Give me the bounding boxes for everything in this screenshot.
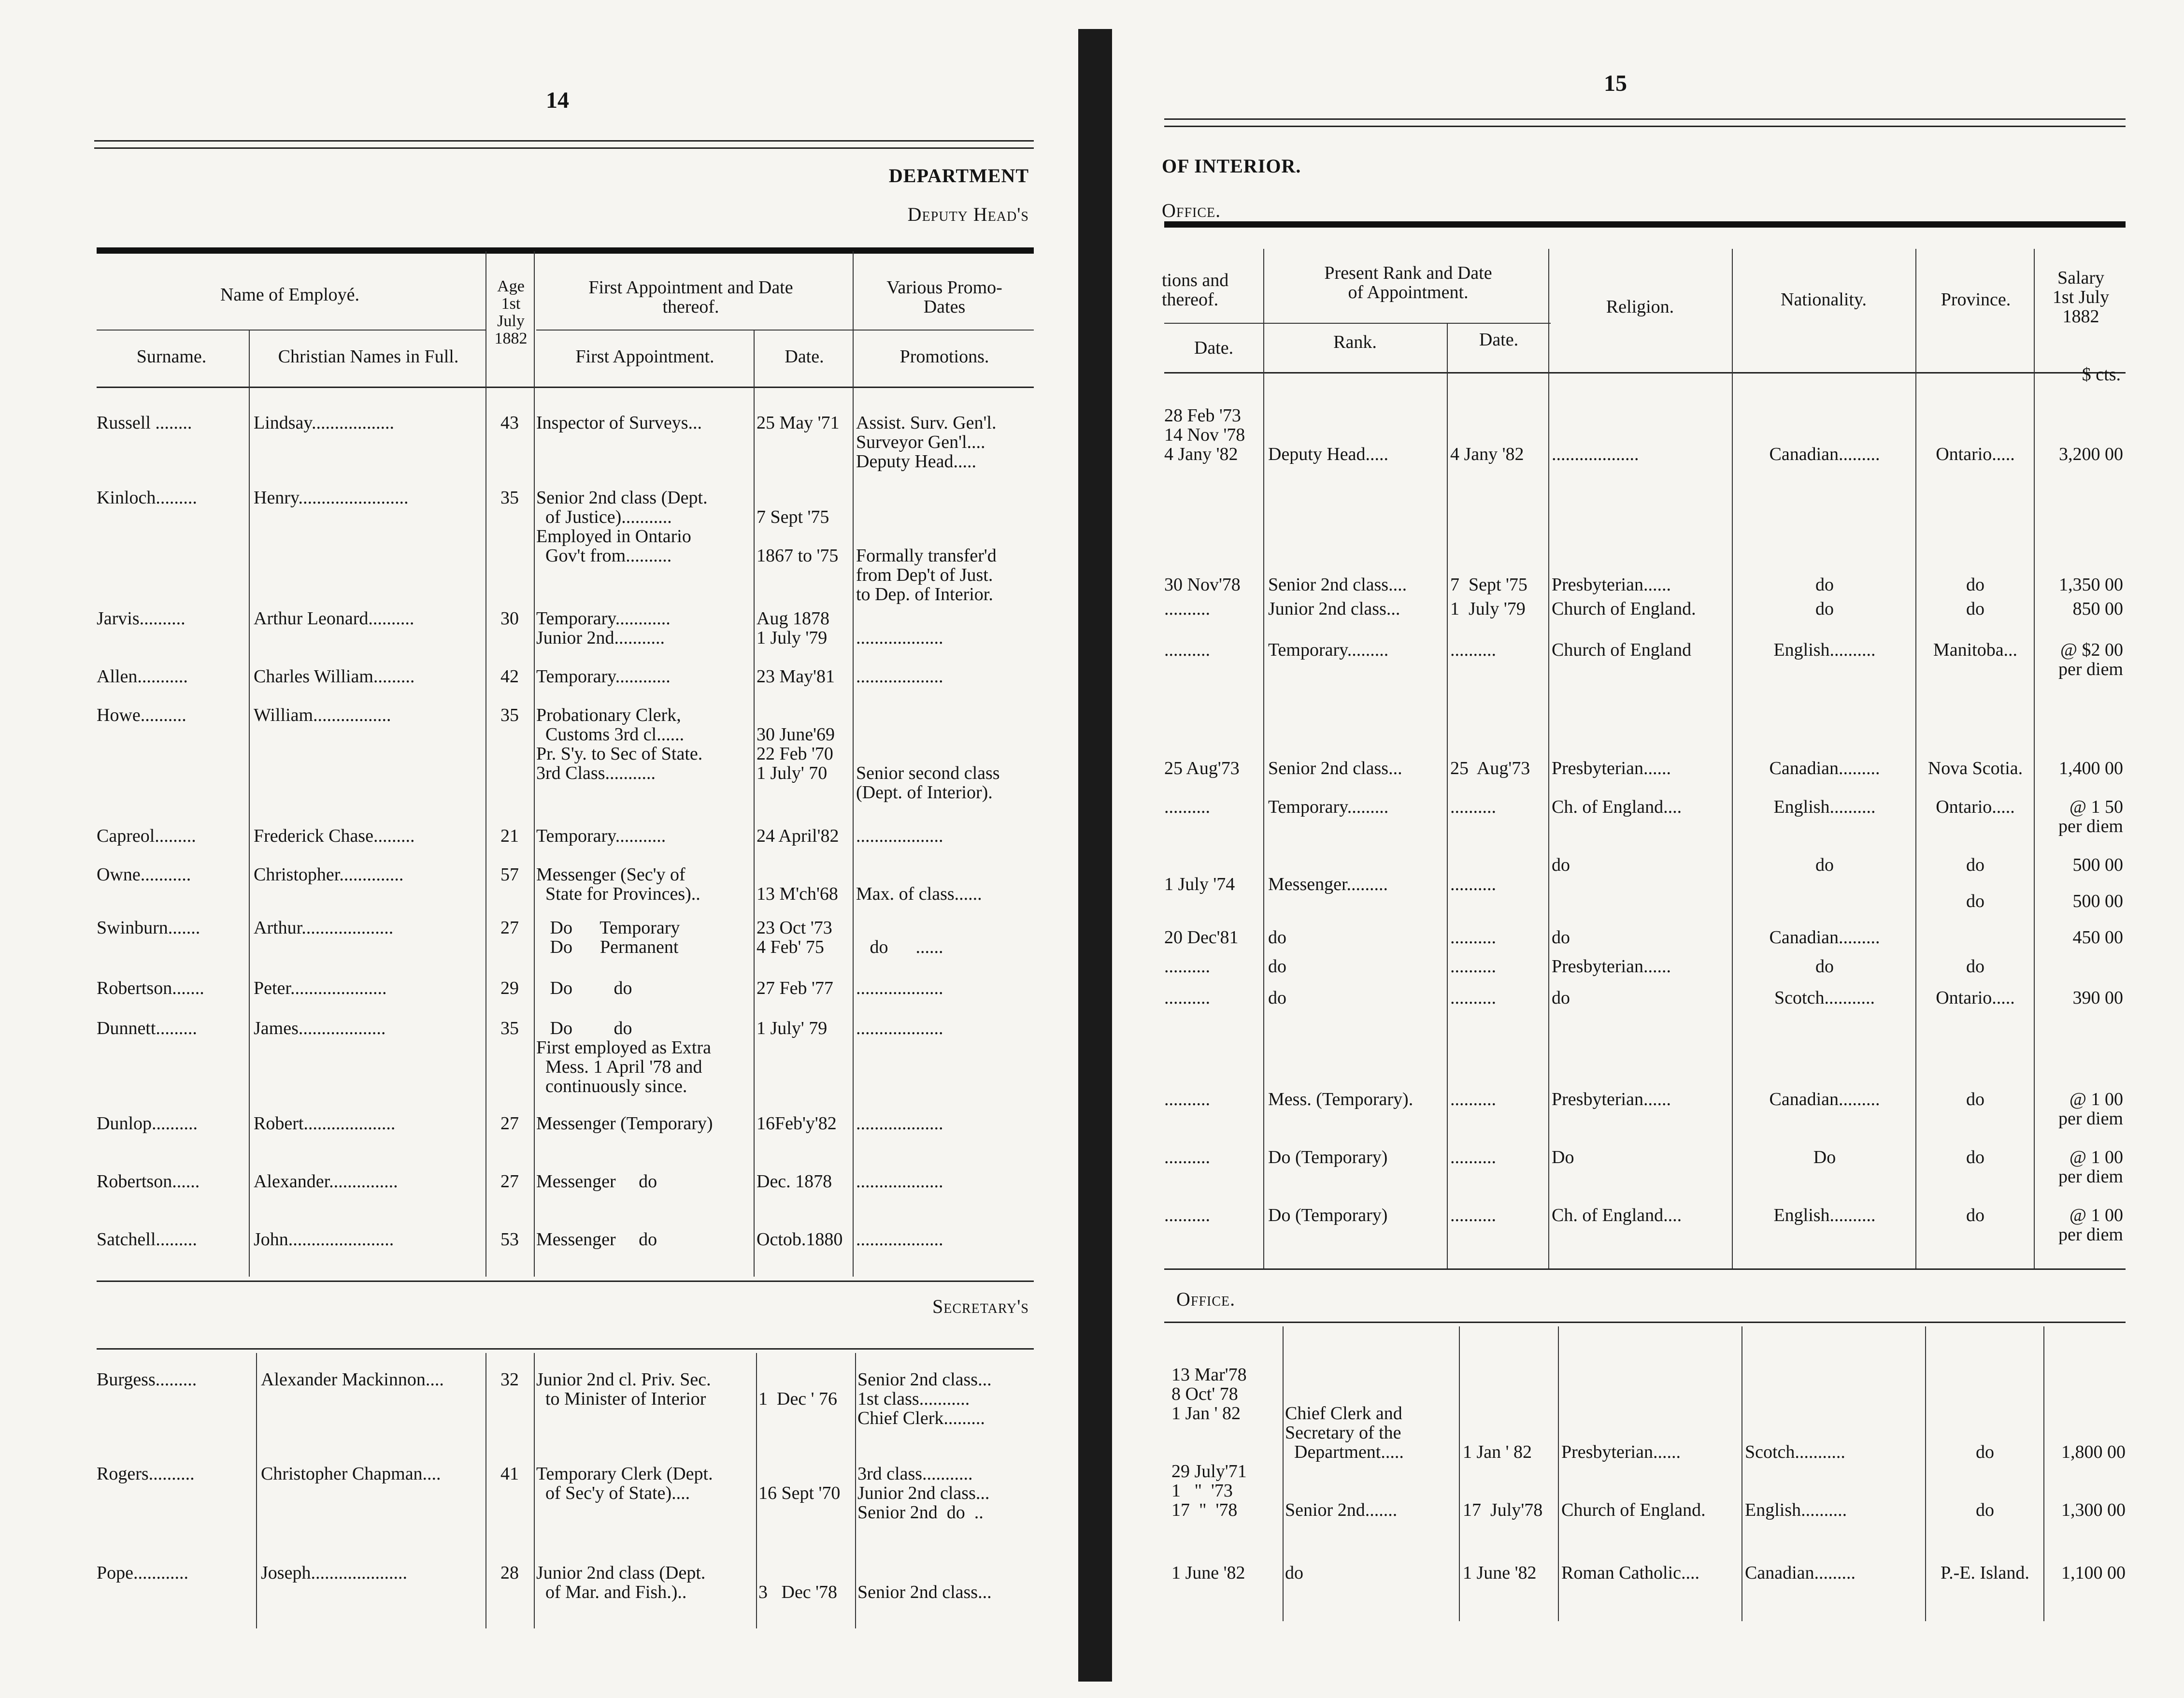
header-age: Age 1st July 1882 xyxy=(494,277,528,347)
cell-age: 29 xyxy=(500,979,519,998)
cell-province: Ontario..... xyxy=(1936,797,2015,817)
cell-province: do xyxy=(1966,1090,1984,1109)
left-page xyxy=(0,0,1068,1698)
col-line xyxy=(756,1353,757,1628)
col-line xyxy=(1447,323,1448,1268)
cell-date: 25 May '71 xyxy=(757,413,840,432)
cell-promotion-date: 29 July'71 1 " '73 17 " '78 xyxy=(1171,1462,1247,1520)
cell-religion: do xyxy=(1552,928,1570,947)
col-line xyxy=(534,251,535,1277)
cell-promotions: Senior 2nd class... 1st class........... Chief Clerk......... xyxy=(857,1370,992,1428)
cell-religion: Ch. of England.... xyxy=(1552,1206,1682,1225)
cell-age: 35 xyxy=(500,705,519,725)
cell-rank: do xyxy=(1268,988,1286,1007)
cell-promotions: Formally transfer'd from Dep't of Just. to Dep. of Interior. xyxy=(856,546,997,604)
cell-province: do xyxy=(1976,1500,1994,1520)
cell-date: 16Feb'y'82 xyxy=(757,1114,837,1133)
cell-salary: 450 00 xyxy=(2072,928,2123,947)
cell-promotions: ................... xyxy=(856,1114,943,1133)
cell-first-appointment: Senior 2nd class (Dept. of Justice)........... Employed in Ontario Gov't from.......... xyxy=(536,488,708,565)
cell-rank-date: 7 Sept '75 xyxy=(1450,575,1527,594)
cell-date: Dec. 1878 xyxy=(757,1172,832,1191)
cell-first-appointment: Messenger (Temporary) xyxy=(536,1114,713,1133)
cell-christian-names: Frederick Chase......... xyxy=(254,826,415,846)
cell-salary: @ 1 00 per diem xyxy=(2058,1148,2123,1186)
col-line xyxy=(249,330,250,1277)
cell-rank: Temporary......... xyxy=(1268,640,1389,660)
cell-salary: @ $2 00 per diem xyxy=(2058,640,2123,679)
cell-christian-names: William................. xyxy=(254,705,391,725)
col-line xyxy=(1732,249,1733,1268)
cell-christian-names: Charles William......... xyxy=(254,667,415,686)
cell-rank-date: .......... xyxy=(1450,988,1496,1007)
cell-rank: Senior 2nd class... xyxy=(1268,759,1402,778)
department-heading-cont: OF INTERIOR. xyxy=(1162,155,1301,177)
cell-promotion-date: 30 Nov'78 xyxy=(1164,575,1241,594)
cell-rank: do xyxy=(1285,1563,1303,1583)
cell-surname: Howe.......... xyxy=(97,705,186,725)
col-line xyxy=(1548,249,1549,1268)
header-date: Date. xyxy=(785,346,824,367)
cell-surname: Jarvis.......... xyxy=(97,609,186,628)
cell-salary: 390 00 xyxy=(2072,988,2123,1007)
cell-promotions: Senior 2nd class... xyxy=(857,1582,992,1602)
cell-nationality: do xyxy=(1815,575,1834,594)
cell-religion: Ch. of England.... xyxy=(1552,797,1682,817)
right-page xyxy=(1116,0,2184,1698)
cell-first-appointment: Probationary Clerk, Customs 3rd cl...... Pr. S'y. to Sec of State. 3rd Class........... xyxy=(536,705,703,783)
cell-promotions: ................... xyxy=(856,979,943,998)
header-sub-rule-1 xyxy=(97,330,485,331)
header-sub-rule-2 xyxy=(536,330,1034,331)
cell-rank-date: 4 Jany '82 xyxy=(1450,444,1524,464)
cell-surname: Capreol......... xyxy=(97,826,196,846)
cell-province: Ontario..... xyxy=(1936,444,2015,464)
cell-religion: Presbyterian...... xyxy=(1552,575,1671,594)
cell-religion: Do xyxy=(1552,1148,1574,1167)
cell-christian-names: James................... xyxy=(254,1019,386,1038)
col-line xyxy=(2043,1326,2044,1621)
cell-salary: 850 00 xyxy=(2072,599,2123,619)
cell-date: 24 April'82 xyxy=(757,826,839,846)
cell-promotion-date: .......... xyxy=(1164,957,1210,976)
cell-province: do xyxy=(1966,1206,1984,1225)
header-bottom-rule xyxy=(97,387,1034,388)
col-line xyxy=(485,251,486,1277)
header-promo-date: Date. xyxy=(1194,338,1234,358)
cell-first-appointment: Temporary Clerk (Dept. of Sec'y of State).... xyxy=(536,1464,713,1503)
cell-surname: Dunnett......... xyxy=(97,1019,197,1038)
top-double-rule xyxy=(1164,118,2126,127)
cell-promotions: ................... xyxy=(856,667,943,686)
cell-nationality: do xyxy=(1815,957,1834,976)
cell-promotion-date: .......... xyxy=(1164,988,1210,1007)
cell-salary: 1,800 00 xyxy=(2061,1442,2126,1462)
cell-first-appointment: Messenger (Sec'y of State for Provinces).. xyxy=(536,865,700,904)
cell-age: 41 xyxy=(500,1464,519,1483)
cell-surname: Allen........... xyxy=(97,667,188,686)
section-rule xyxy=(1164,1268,2126,1270)
cell-province: do xyxy=(1966,599,1984,619)
cell-promotions: Max. of class...... xyxy=(856,884,982,904)
cell-promotions: Assist. Surv. Gen'l. Surveyor Gen'l.... Deputy Head..... xyxy=(856,413,997,471)
cell-date: 13 M'ch'68 xyxy=(757,884,838,904)
cell-age: 28 xyxy=(500,1563,519,1583)
cell-salary: 1,100 00 xyxy=(2061,1563,2126,1583)
cell-christian-names: Lindsay.................. xyxy=(254,413,394,432)
cell-first-appointment: Junior 2nd class (Dept. of Mar. and Fish.).. xyxy=(536,1563,706,1602)
cell-promotions: ................... xyxy=(856,1230,943,1249)
cell-age: 35 xyxy=(500,488,519,507)
cell-date: 1 Dec ' 76 xyxy=(758,1389,838,1409)
cell-christian-names: Henry........................ xyxy=(254,488,409,507)
cell-first-appointment: Junior 2nd cl. Priv. Sec. to Minister of Interior xyxy=(536,1370,711,1409)
cell-surname: Robertson...... xyxy=(97,1172,200,1191)
header-christian: Christian Names in Full. xyxy=(278,346,459,367)
top-double-rule xyxy=(94,140,1034,149)
cell-religion: Church of England. xyxy=(1552,599,1696,619)
cell-salary: 3,200 00 xyxy=(2059,444,2123,464)
cell-nationality: Do xyxy=(1813,1148,1836,1167)
col-line xyxy=(1263,249,1264,1268)
cell-promotion-date: .......... xyxy=(1164,1090,1210,1109)
cell-province: P.-E. Island. xyxy=(1941,1563,2029,1583)
cell-rank-date: .......... xyxy=(1450,797,1496,817)
cell-rank: Mess. (Temporary). xyxy=(1268,1090,1413,1109)
cell-promotion-date: 1 July '74 xyxy=(1164,874,1235,894)
cell-date: 16 Sept '70 xyxy=(758,1483,841,1503)
header-religion: Religion. xyxy=(1606,297,1674,317)
header-surname: Surname. xyxy=(136,346,207,367)
cell-date: 3 Dec '78 xyxy=(758,1582,838,1602)
cell-promotions: ................... xyxy=(856,1019,943,1038)
cell-rank-date: 17 July'78 xyxy=(1463,1500,1543,1520)
header-rank: Rank. xyxy=(1333,332,1377,352)
cell-first-appointment: Messenger do xyxy=(536,1172,657,1191)
header-rank-date: Date. xyxy=(1479,330,1519,350)
cell-nationality: Canadian......... xyxy=(1769,759,1880,778)
header-first-appointment: First Appointment. xyxy=(575,346,714,367)
cell-surname: Owne........... xyxy=(97,865,191,884)
cell-age: 32 xyxy=(500,1370,519,1389)
cell-age: 27 xyxy=(500,1172,519,1191)
cell-rank-date: .......... xyxy=(1450,1206,1496,1225)
cell-religion: Church of England xyxy=(1552,640,1692,660)
cell-promotion-date: .......... xyxy=(1164,599,1210,619)
cell-rank-date: .......... xyxy=(1450,957,1496,976)
header-present-group: Present Rank and Date of Appointment. xyxy=(1324,263,1492,302)
cell-nationality: English.......... xyxy=(1773,797,1876,817)
cell-date: 30 June'69 22 Feb '70 1 July' 70 xyxy=(757,724,835,783)
cell-rank-date: .......... xyxy=(1450,1090,1496,1109)
col-line xyxy=(1915,249,1916,1268)
col-line xyxy=(754,330,755,1277)
cell-rank-date: .......... xyxy=(1450,640,1496,660)
cell-rank-date: 1 Jan ' 82 xyxy=(1463,1442,1532,1462)
department-heading: DEPARTMENT xyxy=(888,165,1029,187)
cell-surname: Rogers.......... xyxy=(97,1464,195,1483)
cell-age: 43 xyxy=(500,413,519,432)
cell-first-appointment: Inspector of Surveys... xyxy=(536,413,702,432)
page-number: 15 xyxy=(1604,71,1627,96)
cell-christian-names: Christopher Chapman.... xyxy=(261,1464,441,1483)
cell-nationality: English.......... xyxy=(1773,640,1876,660)
cell-age: 57 xyxy=(500,865,519,884)
table-top-rule xyxy=(97,247,1034,254)
header-name-group: Name of Employé. xyxy=(220,285,360,305)
col-line xyxy=(1558,1326,1559,1621)
cell-date: Aug 1878 1 July '79 xyxy=(757,609,829,648)
cell-province: Ontario..... xyxy=(1936,988,2015,1007)
office-heading: Deputy Head's xyxy=(907,203,1029,225)
cell-rank: Senior 2nd....... xyxy=(1285,1500,1398,1520)
cell-christian-names: Arthur Leonard.......... xyxy=(254,609,414,628)
cell-promotion-date: 1 June '82 xyxy=(1171,1563,1245,1583)
page-number: 14 xyxy=(546,87,569,113)
cell-surname: Russell ........ xyxy=(97,413,192,432)
cell-religion: Presbyterian...... xyxy=(1552,759,1671,778)
cell-promotion-date: 13 Mar'78 8 Oct' 78 1 Jan ' 82 xyxy=(1171,1365,1247,1423)
cell-nationality: Canadian......... xyxy=(1769,1090,1880,1109)
cell-promotion-date: .......... xyxy=(1164,1148,1210,1167)
cell-first-appointment: Do do xyxy=(536,979,632,998)
cell-nationality: do xyxy=(1815,855,1834,875)
cell-age: 30 xyxy=(500,609,519,628)
cell-nationality: do xyxy=(1815,599,1834,619)
cell-promotions: ................... xyxy=(856,826,943,846)
cell-surname: Pope............ xyxy=(97,1563,188,1583)
cell-rank: Do (Temporary) xyxy=(1268,1148,1388,1167)
cell-rank: Junior 2nd class... xyxy=(1268,599,1400,619)
cell-religion: ................... xyxy=(1552,444,1639,464)
cell-religion: Roman Catholic.... xyxy=(1561,1563,1700,1583)
cell-religion: Church of England. xyxy=(1561,1500,1706,1520)
cell-date: 7 Sept '75 1867 to '75 xyxy=(757,507,839,565)
cell-rank: Do (Temporary) xyxy=(1268,1206,1388,1225)
cell-promotions: do ...... xyxy=(870,937,943,957)
cell-salary: 500 00 xyxy=(2072,855,2123,875)
cell-date: 1 July' 79 xyxy=(757,1019,828,1038)
cell-christian-names: Joseph..................... xyxy=(261,1563,407,1583)
secretary-top-rule xyxy=(97,1348,1034,1350)
cell-religion: Presbyterian...... xyxy=(1552,1090,1671,1109)
cell-rank-date: .......... xyxy=(1450,874,1496,894)
cell-rank-date: 1 July '79 xyxy=(1450,599,1526,619)
header-promo-group: Various Promo- Dates xyxy=(886,277,1002,317)
cell-date: Octob.1880 xyxy=(757,1230,843,1249)
cell-christian-names: Arthur.................... xyxy=(254,918,394,937)
cell-province: do xyxy=(1966,892,1984,911)
cell-rank: do xyxy=(1268,957,1286,976)
cell-promotions: 3rd class........... Junior 2nd class... Senior 2nd do .. xyxy=(857,1464,990,1522)
cell-rank-date: .......... xyxy=(1450,928,1496,947)
cell-rank: Messenger......... xyxy=(1268,874,1388,894)
cell-christian-names: Alexander Mackinnon.... xyxy=(261,1370,444,1389)
cell-promotion-date: .......... xyxy=(1164,1206,1210,1225)
cell-religion: Presbyterian...... xyxy=(1552,957,1671,976)
cell-rank: Temporary......... xyxy=(1268,797,1389,817)
header-bottom-rule xyxy=(1164,372,2126,374)
cell-age: 35 xyxy=(500,1019,519,1038)
cell-first-appointment: Temporary........... xyxy=(536,826,666,846)
header-nationality: Nationality. xyxy=(1781,289,1867,310)
cell-province: do xyxy=(1966,575,1984,594)
cell-religion: Presbyterian...... xyxy=(1561,1442,1681,1462)
cell-nationality: Scotch........... xyxy=(1774,988,1875,1007)
cell-province: do xyxy=(1976,1442,1994,1462)
col-line xyxy=(485,1353,486,1628)
cell-rank: Senior 2nd class.... xyxy=(1268,575,1407,594)
office-heading-2: Office. xyxy=(1176,1288,1236,1310)
section-rule xyxy=(97,1281,1034,1282)
cell-salary: 1,400 00 xyxy=(2059,759,2123,778)
cell-surname: Kinloch......... xyxy=(97,488,197,507)
cell-christian-names: Alexander............... xyxy=(254,1172,398,1191)
cell-promotion-date: 25 Aug'73 xyxy=(1164,759,1240,778)
cell-age: 42 xyxy=(500,667,519,686)
col-line xyxy=(1925,1326,1926,1621)
cents-label: $ cts. xyxy=(2082,365,2121,384)
cell-religion: do xyxy=(1552,988,1570,1007)
cell-province: do xyxy=(1966,957,1984,976)
cell-salary: @ 1 00 per diem xyxy=(2058,1206,2123,1244)
cell-christian-names: Christopher.............. xyxy=(254,865,404,884)
secretary-top-rule xyxy=(1164,1322,2126,1323)
cell-surname: Satchell......... xyxy=(97,1230,197,1249)
cell-nationality: Scotch........... xyxy=(1745,1442,1845,1462)
cell-surname: Robertson....... xyxy=(97,979,204,998)
cell-first-appointment: Do Temporary Do Permanent xyxy=(550,918,680,957)
cell-first-appointment: Temporary............ xyxy=(536,667,671,686)
cell-salary: 1,350 00 xyxy=(2059,575,2123,594)
cell-province: Nova Scotia. xyxy=(1927,759,2023,778)
cell-age: 53 xyxy=(500,1230,519,1249)
cell-promotion-date: 20 Dec'81 xyxy=(1164,928,1239,947)
col-line xyxy=(1459,1326,1460,1621)
cell-surname: Dunlop.......... xyxy=(97,1114,198,1133)
cell-religion: do xyxy=(1552,855,1570,875)
cell-rank-date: 25 Aug'73 xyxy=(1450,759,1530,778)
cell-christian-names: John....................... xyxy=(254,1230,394,1249)
col-line xyxy=(2034,249,2035,1268)
cell-salary: 500 00 xyxy=(2072,892,2123,911)
header-salary: Salary 1st July 1882 xyxy=(2052,268,2110,327)
cell-nationality: Canadian......... xyxy=(1745,1563,1856,1583)
cell-christian-names: Peter..................... xyxy=(254,979,387,998)
cell-rank-date: 1 June '82 xyxy=(1463,1563,1537,1583)
cell-christian-names: Robert.................... xyxy=(254,1114,396,1133)
cell-surname: Burgess......... xyxy=(97,1370,197,1389)
cell-promotions: Senior second class (Dept. of Interior). xyxy=(856,763,1000,802)
cell-province: do xyxy=(1966,855,1984,875)
header-first-group: First Appointment and Date thereof. xyxy=(588,277,793,317)
cell-date: 23 May'81 xyxy=(757,667,835,686)
col-line xyxy=(855,1353,856,1628)
cell-nationality: Canadian......... xyxy=(1769,444,1880,464)
cell-date: 23 Oct '73 4 Feb' 75 xyxy=(757,918,832,957)
cell-surname: Swinburn....... xyxy=(97,918,200,937)
cell-province: do xyxy=(1966,1148,1984,1167)
cell-salary: @ 1 50 per diem xyxy=(2058,797,2123,836)
header-province: Province. xyxy=(1941,289,2011,310)
col-line xyxy=(1741,1326,1742,1621)
table-top-rule xyxy=(1164,221,2126,228)
cell-rank: do xyxy=(1268,928,1286,947)
cell-rank: Chief Clerk and Secretary of the Department..... xyxy=(1285,1403,1404,1462)
secretary-heading: Secretary's xyxy=(932,1295,1029,1317)
cell-date: 27 Feb '77 xyxy=(757,979,833,998)
cell-age: 21 xyxy=(500,826,519,846)
header-sub-rule xyxy=(1164,323,1551,324)
cell-province: Manitoba... xyxy=(1933,640,2018,660)
cell-age: 27 xyxy=(500,1114,519,1133)
cell-salary: @ 1 00 per diem xyxy=(2058,1090,2123,1128)
cell-rank-date: .......... xyxy=(1450,1148,1496,1167)
cell-nationality: Canadian......... xyxy=(1769,928,1880,947)
cell-promotion-date: 28 Feb '73 14 Nov '78 4 Jany '82 xyxy=(1164,406,1245,464)
col-line xyxy=(256,1353,257,1628)
cell-rank: Deputy Head..... xyxy=(1268,444,1389,464)
cell-first-appointment: Do do First employed as Extra Mess. 1 April '78 and continuously since. xyxy=(536,1019,711,1096)
book-spine xyxy=(1078,29,1112,1682)
cell-nationality: English.......... xyxy=(1773,1206,1876,1225)
cell-promotions: ................... xyxy=(856,1172,943,1191)
cell-first-appointment: Temporary............ Junior 2nd........... xyxy=(536,609,671,648)
cell-promotion-date: .......... xyxy=(1164,640,1210,660)
header-promotions: Promotions. xyxy=(899,346,989,367)
col-line xyxy=(534,1353,535,1628)
header-promo-cont: tions and thereof. xyxy=(1162,270,1229,310)
col-line xyxy=(1283,1326,1284,1621)
cell-nationality: English.......... xyxy=(1745,1500,1847,1520)
cell-promotion-date: .......... xyxy=(1164,797,1210,817)
cell-promotions: ................... xyxy=(856,628,943,648)
office-heading-cont: Office. xyxy=(1162,200,1221,221)
cell-first-appointment: Messenger do xyxy=(536,1230,657,1249)
cell-age: 27 xyxy=(500,918,519,937)
cell-salary: 1,300 00 xyxy=(2061,1500,2126,1520)
